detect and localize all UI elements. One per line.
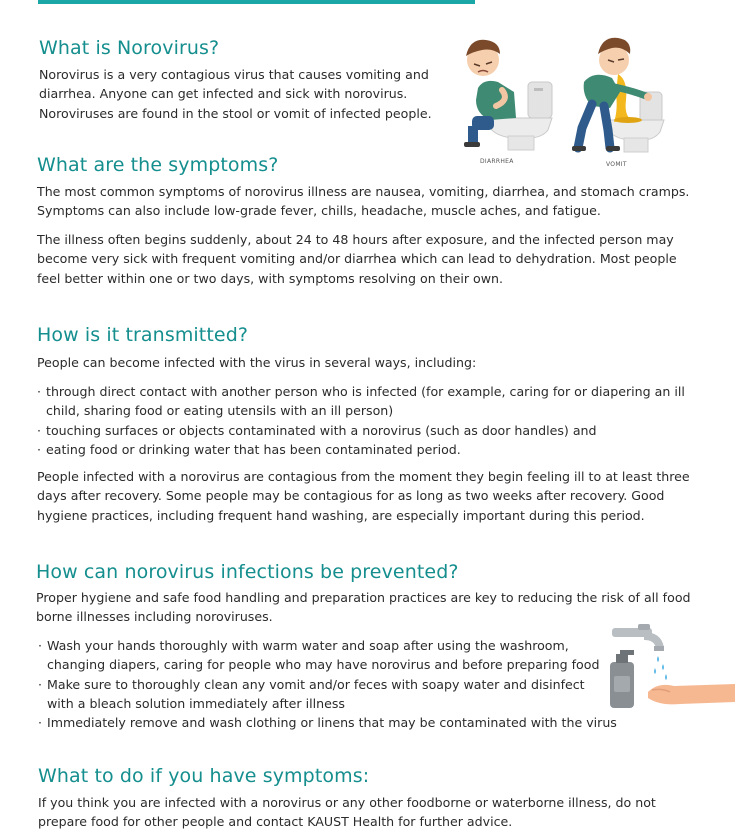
text-line: Norovirus is a very contagious virus that causes vomiting and — [39, 67, 429, 82]
list-item — [37, 421, 685, 440]
diarrhea-caption: DIARRHEA — [480, 158, 514, 165]
text-line: with a bleach solution immediately after illness — [47, 695, 345, 711]
prevention-list — [38, 636, 617, 732]
text-line: If you think you are infected with a norovirus or any other foodborne or waterborne illness, do not — [38, 795, 656, 810]
text-line: diarrhea. Anyone can get infected and sick with norovirus. — [39, 86, 408, 102]
text-line: · Make sure to thoroughly clean any vomit and/or feces with soapy water and disinfect — [47, 676, 585, 692]
text-line: · Immediately remove and wash clothing or linens that may be contaminated with the virus — [47, 715, 617, 731]
text-line: · through direct contact with another person who is infected (for example, caring for or diapering an ill — [46, 384, 685, 399]
transmission-paragraph-2 — [37, 467, 690, 525]
handwashing-illustration — [600, 622, 735, 714]
text-line: People infected with a norovirus are contagious from the moment they begin feeling ill to at least three — [37, 469, 690, 484]
text-line: feel better within one or two days, with symptoms resolving on their own. — [37, 270, 504, 286]
heading-symptoms: What are the symptoms? — [37, 154, 279, 176]
text-line: Proper hygiene and safe food handling and preparation practices are key to reducing the risk of all food — [36, 590, 691, 605]
list-item — [37, 382, 685, 421]
top-accent-bar — [38, 0, 475, 4]
text-line: The illness often begins suddenly, about 24 to 48 hours after exposure, and the infected person may — [37, 232, 674, 247]
symptoms-paragraph-2 — [37, 230, 677, 288]
heading-transmission: How is it transmitted? — [37, 324, 249, 346]
heading-prevention: How can norovirus infections be prevented? — [36, 561, 459, 583]
symptoms-paragraph-1 — [37, 182, 689, 221]
heading-what-is-norovirus: What is Norovirus? — [39, 37, 220, 59]
vomit-illustration — [570, 30, 675, 160]
list-item — [37, 440, 685, 459]
text-line: prepare food for other people and contact KAUST Health for further advice. — [38, 814, 513, 830]
vomit-caption: VOMIT — [606, 161, 627, 168]
list-item — [38, 713, 617, 732]
text-line: borne illnesses including noroviruses. — [36, 609, 273, 625]
text-line: changing diapers, caring for people who may have norovirus and before preparing food — [47, 657, 600, 673]
text-line: · eating food or drinking water that has been contaminated period. — [46, 441, 461, 457]
transmission-intro: People can become infected with the virus in several ways, including: — [37, 355, 477, 370]
text-line: become very sick with frequent vomiting and/or diarrhea which can lead to dehydration. Most people — [37, 251, 677, 267]
heading-what-to-do: What to do if you have symptoms: — [38, 765, 370, 787]
text-line: hygiene practices, including frequent hand washing, are especially important during this period. — [37, 507, 645, 523]
diarrhea-illustration — [450, 30, 565, 155]
what-to-do-paragraph — [38, 793, 656, 832]
list-item — [38, 636, 617, 675]
text-line: The most common symptoms of norovirus illness are nausea, vomiting, diarrhea, and stomach cramps. — [37, 184, 690, 199]
what-is-paragraph — [39, 65, 432, 123]
list-item — [38, 675, 617, 714]
text-line: child, sharing food or eating utensils with an ill person) — [46, 403, 394, 419]
text-line: days after recovery. Some people may be contagious for as long as two weeks after recovery. Good — [37, 488, 665, 504]
text-line: · Wash your hands thoroughly with warm water and soap after using the washroom, — [47, 638, 569, 653]
prevention-intro — [36, 588, 691, 627]
transmission-list — [37, 382, 685, 459]
text-line: Symptoms can also include low-grade fever, chills, headache, muscle aches, and fatigue. — [37, 203, 601, 219]
text-line: · touching surfaces or objects contaminated with a norovirus (such as door handles) and — [46, 422, 597, 438]
text-line: Noroviruses are found in the stool or vomit of infected people. — [39, 105, 432, 121]
